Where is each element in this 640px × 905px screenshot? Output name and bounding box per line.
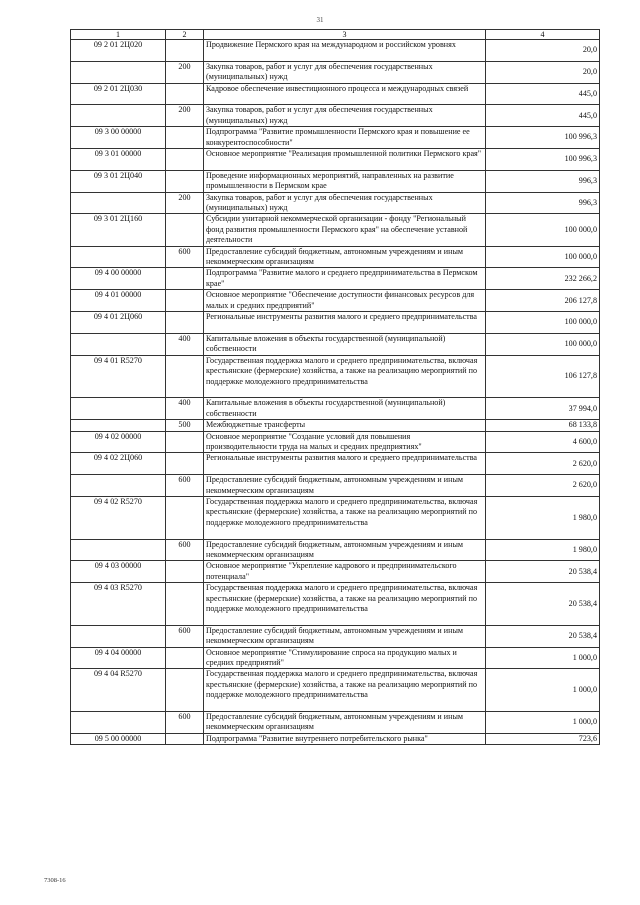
table-row: [71, 647, 600, 669]
row-expense-type: [166, 431, 204, 453]
column-header: 3: [204, 30, 486, 40]
row-expense-type: [166, 561, 204, 583]
row-code: 09 3 01 00000: [71, 149, 166, 171]
row-sum: 37 994,0: [486, 398, 600, 420]
row-sum: 100 996,3: [486, 149, 600, 171]
column-header: 1: [71, 30, 166, 40]
row-sum: 2 620,0: [486, 453, 600, 475]
row-sum: 20 538,4: [486, 625, 600, 647]
row-name: Закупка товаров, работ и услуг для обеспечения государственных (муниципальных) нужд: [204, 192, 486, 214]
row-expense-type: 600: [166, 625, 204, 647]
row-code: 09 5 00 00000: [71, 733, 166, 744]
row-name: Региональные инструменты развития малого и среднего предпринимательства: [204, 453, 486, 475]
table-body: [71, 30, 600, 745]
table-header-row: [71, 30, 600, 40]
table-row: [71, 355, 600, 398]
table-row: [71, 192, 600, 214]
table-row: [71, 625, 600, 647]
row-name: Государственная поддержка малого и среднего предпринимательства, включая крестьянские (фермерские) хозяйства, а также на реализацию мероприятий по поддержке молодежного предпринимательства: [204, 496, 486, 539]
table-row: [71, 711, 600, 733]
row-code: 09 4 04 R5270: [71, 669, 166, 712]
row-code: 09 3 01 2Ц160: [71, 214, 166, 246]
row-expense-type: 200: [166, 61, 204, 83]
row-name: Капитальные вложения в объекты государственной (муниципальной) собственности: [204, 333, 486, 355]
row-expense-type: 400: [166, 398, 204, 420]
row-expense-type: [166, 268, 204, 290]
table-row: [71, 398, 600, 420]
row-expense-type: [166, 83, 204, 105]
row-expense-type: 500: [166, 420, 204, 431]
row-expense-type: 600: [166, 475, 204, 497]
row-expense-type: [166, 170, 204, 192]
row-sum: 996,3: [486, 170, 600, 192]
row-name: Предоставление субсидий бюджетным, автономным учреждениям и иным некоммерческим организациям: [204, 625, 486, 647]
row-sum: 2 620,0: [486, 475, 600, 497]
row-name: Предоставление субсидий бюджетным, автономным учреждениям и иным некоммерческим организациям: [204, 475, 486, 497]
row-expense-type: 200: [166, 105, 204, 127]
row-expense-type: [166, 647, 204, 669]
row-expense-type: 600: [166, 246, 204, 268]
row-name: Государственная поддержка малого и среднего предпринимательства, включая крестьянские (фермерские) хозяйства, а также на реализацию мероприятий по поддержке молодежного предпринимательства: [204, 583, 486, 626]
row-sum: 100 996,3: [486, 127, 600, 149]
table-row: [71, 40, 600, 62]
table-row: [71, 496, 600, 539]
row-code: 09 4 01 2Ц060: [71, 312, 166, 334]
row-code: [71, 192, 166, 214]
table-row: [71, 669, 600, 712]
row-code: 09 4 01 R5270: [71, 355, 166, 398]
column-header: 4: [486, 30, 600, 40]
row-expense-type: [166, 453, 204, 475]
row-sum: 1 000,0: [486, 711, 600, 733]
row-sum: 100 000,0: [486, 214, 600, 246]
table-row: [71, 149, 600, 171]
row-name: Продвижение Пермского края на международном и российском уровнях: [204, 40, 486, 62]
row-name: Государственная поддержка малого и среднего предпринимательства, включая крестьянские (фермерские) хозяйства, а также на реализацию мероприятий по поддержке молодежного предпринимательства: [204, 669, 486, 712]
row-expense-type: [166, 312, 204, 334]
table-row: [71, 268, 600, 290]
row-name: Региональные инструменты развития малого и среднего предпринимательства: [204, 312, 486, 334]
row-name: Предоставление субсидий бюджетным, автономным учреждениям и иным некоммерческим организациям: [204, 539, 486, 561]
row-code: 09 4 02 00000: [71, 431, 166, 453]
row-name: Основное мероприятие "Укрепление кадрового и предпринимательского потенциала": [204, 561, 486, 583]
row-code: 09 4 02 2Ц060: [71, 453, 166, 475]
table-row: [71, 127, 600, 149]
table-row: [71, 561, 600, 583]
row-code: [71, 475, 166, 497]
row-code: [71, 625, 166, 647]
row-expense-type: [166, 149, 204, 171]
table-row: [71, 733, 600, 744]
table-row: [71, 539, 600, 561]
row-sum: 4 600,0: [486, 431, 600, 453]
row-sum: 100 000,0: [486, 333, 600, 355]
row-code: 09 3 01 2Ц040: [71, 170, 166, 192]
row-code: [71, 61, 166, 83]
row-sum: 1 980,0: [486, 539, 600, 561]
row-expense-type: [166, 290, 204, 312]
row-code: 09 4 03 00000: [71, 561, 166, 583]
table-row: [71, 214, 600, 246]
table-row: [71, 246, 600, 268]
row-name: Закупка товаров, работ и услуг для обеспечения государственных (муниципальных) нужд: [204, 61, 486, 83]
table-row: [71, 61, 600, 83]
row-expense-type: [166, 214, 204, 246]
row-name: Капитальные вложения в объекты государственной (муниципальной) собственности: [204, 398, 486, 420]
row-code: [71, 105, 166, 127]
row-name: Основное мероприятие "Стимулирование спроса на продукцию малых и средних предприятий": [204, 647, 486, 669]
row-sum: 1 000,0: [486, 669, 600, 712]
row-sum: 68 133,8: [486, 420, 600, 431]
row-code: [71, 420, 166, 431]
row-expense-type: 600: [166, 711, 204, 733]
row-sum: 1 980,0: [486, 496, 600, 539]
row-sum: 445,0: [486, 83, 600, 105]
footer-code: 7308-16: [44, 877, 66, 884]
table-row: [71, 453, 600, 475]
table-row: [71, 475, 600, 497]
row-name: Подпрограмма "Развитие промышленности Пермского края и повышение ее конкурентоспособности": [204, 127, 486, 149]
table-row: [71, 170, 600, 192]
row-sum: 996,3: [486, 192, 600, 214]
row-sum: 1 000,0: [486, 647, 600, 669]
row-expense-type: [166, 127, 204, 149]
row-sum: 20 538,4: [486, 583, 600, 626]
budget-table: [70, 29, 600, 745]
row-expense-type: [166, 733, 204, 744]
row-sum: 206 127,8: [486, 290, 600, 312]
row-code: 09 2 01 2Ц030: [71, 83, 166, 105]
row-sum: 20,0: [486, 61, 600, 83]
row-expense-type: 200: [166, 192, 204, 214]
row-name: Государственная поддержка малого и среднего предпринимательства, включая крестьянские (фермерские) хозяйства, а также на реализацию мероприятий по поддержке молодежного предпринимательства: [204, 355, 486, 398]
row-code: 09 4 04 00000: [71, 647, 166, 669]
table-row: [71, 333, 600, 355]
row-sum: 232 266,2: [486, 268, 600, 290]
table-row: [71, 583, 600, 626]
row-code: 09 4 02 R5270: [71, 496, 166, 539]
row-code: [71, 711, 166, 733]
row-name: Основное мероприятие "Реализация промышленной политики Пермского края": [204, 149, 486, 171]
row-sum: 100 000,0: [486, 246, 600, 268]
row-code: 09 3 00 00000: [71, 127, 166, 149]
row-expense-type: [166, 583, 204, 626]
table-row: [71, 83, 600, 105]
row-name: Предоставление субсидий бюджетным, автономным учреждениям и иным некоммерческим организациям: [204, 711, 486, 733]
row-sum: 445,0: [486, 105, 600, 127]
row-expense-type: [166, 669, 204, 712]
row-expense-type: 400: [166, 333, 204, 355]
row-expense-type: [166, 355, 204, 398]
row-code: [71, 398, 166, 420]
row-name: Кадровое обеспечение инвестиционного процесса и международных связей: [204, 83, 486, 105]
column-header: 2: [166, 30, 204, 40]
row-sum: 723,6: [486, 733, 600, 744]
row-name: Субсидии унитарной некоммерческой организации - фонду "Региональный фонд развития промышленности Пермского края" на обеспечение уставной деятельности: [204, 214, 486, 246]
row-code: 09 4 03 R5270: [71, 583, 166, 626]
row-code: 09 4 01 00000: [71, 290, 166, 312]
row-expense-type: [166, 496, 204, 539]
table-row: [71, 431, 600, 453]
table-row: [71, 105, 600, 127]
row-code: [71, 333, 166, 355]
table-row: [71, 312, 600, 334]
table-row: [71, 290, 600, 312]
row-sum: 100 000,0: [486, 312, 600, 334]
row-name: Закупка товаров, работ и услуг для обеспечения государственных (муниципальных) нужд: [204, 105, 486, 127]
page-number: 31: [316, 16, 324, 24]
row-code: 09 4 00 00000: [71, 268, 166, 290]
row-name: Основное мероприятие "Создание условий для повышения производительности труда на малых и средних предприятиях": [204, 431, 486, 453]
row-expense-type: [166, 40, 204, 62]
row-code: 09 2 01 2Ц020: [71, 40, 166, 62]
row-sum: 106 127,8: [486, 355, 600, 398]
row-expense-type: 600: [166, 539, 204, 561]
row-code: [71, 246, 166, 268]
row-sum: 20 538,4: [486, 561, 600, 583]
row-name: Предоставление субсидий бюджетным, автономным учреждениям и иным некоммерческим организациям: [204, 246, 486, 268]
row-name: Межбюджетные трансферты: [204, 420, 486, 431]
row-sum: 20,0: [486, 40, 600, 62]
row-code: [71, 539, 166, 561]
row-name: Подпрограмма "Развитие внутреннего потребительского рынка": [204, 733, 486, 744]
row-name: Основное мероприятие "Обеспечение доступности финансовых ресурсов для малых и средних предприятий": [204, 290, 486, 312]
table-row: [71, 420, 600, 431]
row-name: Проведение информационных мероприятий, направленных на развитие промышленности в Пермском крае: [204, 170, 486, 192]
row-name: Подпрограмма "Развитие малого и среднего предпринимательства в Пермском крае": [204, 268, 486, 290]
